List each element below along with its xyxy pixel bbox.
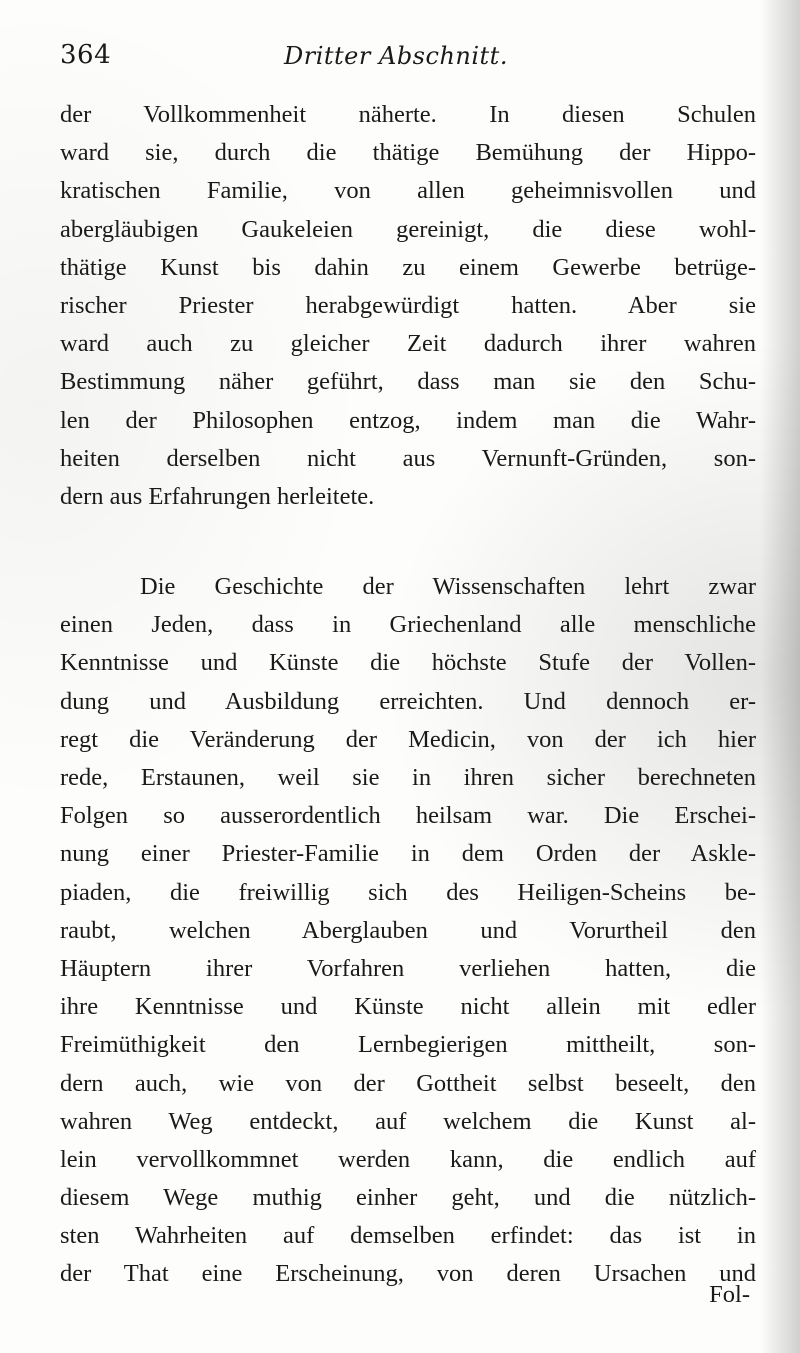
running-head: Dritter Abschnitt. (284, 42, 508, 70)
paragraph-gap (60, 516, 756, 568)
text-line: dern aus Erfahrungen herleitete. (60, 482, 375, 510)
spine-shadow (760, 0, 800, 1353)
text-line: len der Philosophen entzog, indem man die Wahr- (60, 406, 756, 434)
text-line: ihre Kenntnisse und Künste nicht allein mit edler (60, 993, 756, 1021)
page-number: 364 (60, 40, 112, 70)
paragraph (60, 568, 756, 1294)
text-line: Die Geschichte der Wissenschaften lehrt zwar (140, 573, 756, 601)
catchword: Fol- (709, 1281, 750, 1308)
text-line: Folgen so ausserordentlich heilsam war. Die Erschei- (60, 802, 756, 830)
body-text (60, 96, 756, 1294)
text-line: diesem Wege muthig einher geht, und die nützlich- (60, 1184, 756, 1212)
text-line: rischer Priester herabgewürdigt hatten. Aber sie (60, 291, 756, 319)
text-line: raubt, welchen Aberglauben und Vorurtheil den (60, 916, 756, 944)
text-line: kratischen Familie, von allen geheimnisvollen und (60, 177, 756, 205)
text-line: Kenntnisse und Künste die höchste Stufe der Vollen- (60, 649, 756, 677)
text-line: ward sie, durch die thätige Bemühung der Hippo- (60, 139, 756, 167)
text-line: abergläubigen Gaukeleien gereinigt, die diese wohl- (60, 215, 756, 243)
text-line: nung einer Priester-Familie in dem Orden der Askle- (60, 840, 756, 868)
text-line: lein vervollkommnet werden kann, die endlich auf (60, 1145, 756, 1173)
text-line: einen Jeden, dass in Griechenland alle menschliche (60, 611, 756, 639)
text-line: Häuptern ihrer Vorfahren verliehen hatten, die (60, 954, 756, 982)
text-line: dung und Ausbildung erreichten. Und dennoch er- (60, 687, 756, 715)
text-line: dern auch, wie von der Gottheit selbst beseelt, den (60, 1069, 756, 1097)
text-line: der Vollkommenheit näherte. In diesen Schulen (60, 101, 756, 128)
text-line: piaden, die freiwillig sich des Heiligen-Scheins be- (60, 878, 756, 906)
text-line: thätige Kunst bis dahin zu einem Gewerbe betrüge- (60, 253, 756, 281)
text-line: Bestimmung näher geführt, dass man sie den Schu- (60, 368, 756, 396)
text-line: sten Wahrheiten auf demselben erfindet: das ist in (60, 1222, 756, 1250)
paragraph (60, 96, 756, 516)
text-line: regt die Veränderung der Medicin, von der ich hier (60, 725, 756, 753)
text-line: ward auch zu gleicher Zeit dadurch ihrer wahren (60, 330, 756, 358)
text-line: wahren Weg entdeckt, auf welchem die Kunst al- (60, 1107, 756, 1135)
text-line: heiten derselben nicht aus Vernunft-Gründen, son- (60, 444, 756, 472)
text-line: rede, Erstaunen, weil sie in ihren sicher berechneten (60, 764, 756, 791)
text-line: Freimüthigkeit den Lernbegierigen mittheilt, son- (60, 1031, 756, 1059)
text-line: der That eine Erscheinung, von deren Ursachen und (60, 1260, 756, 1288)
page-header (60, 40, 750, 80)
